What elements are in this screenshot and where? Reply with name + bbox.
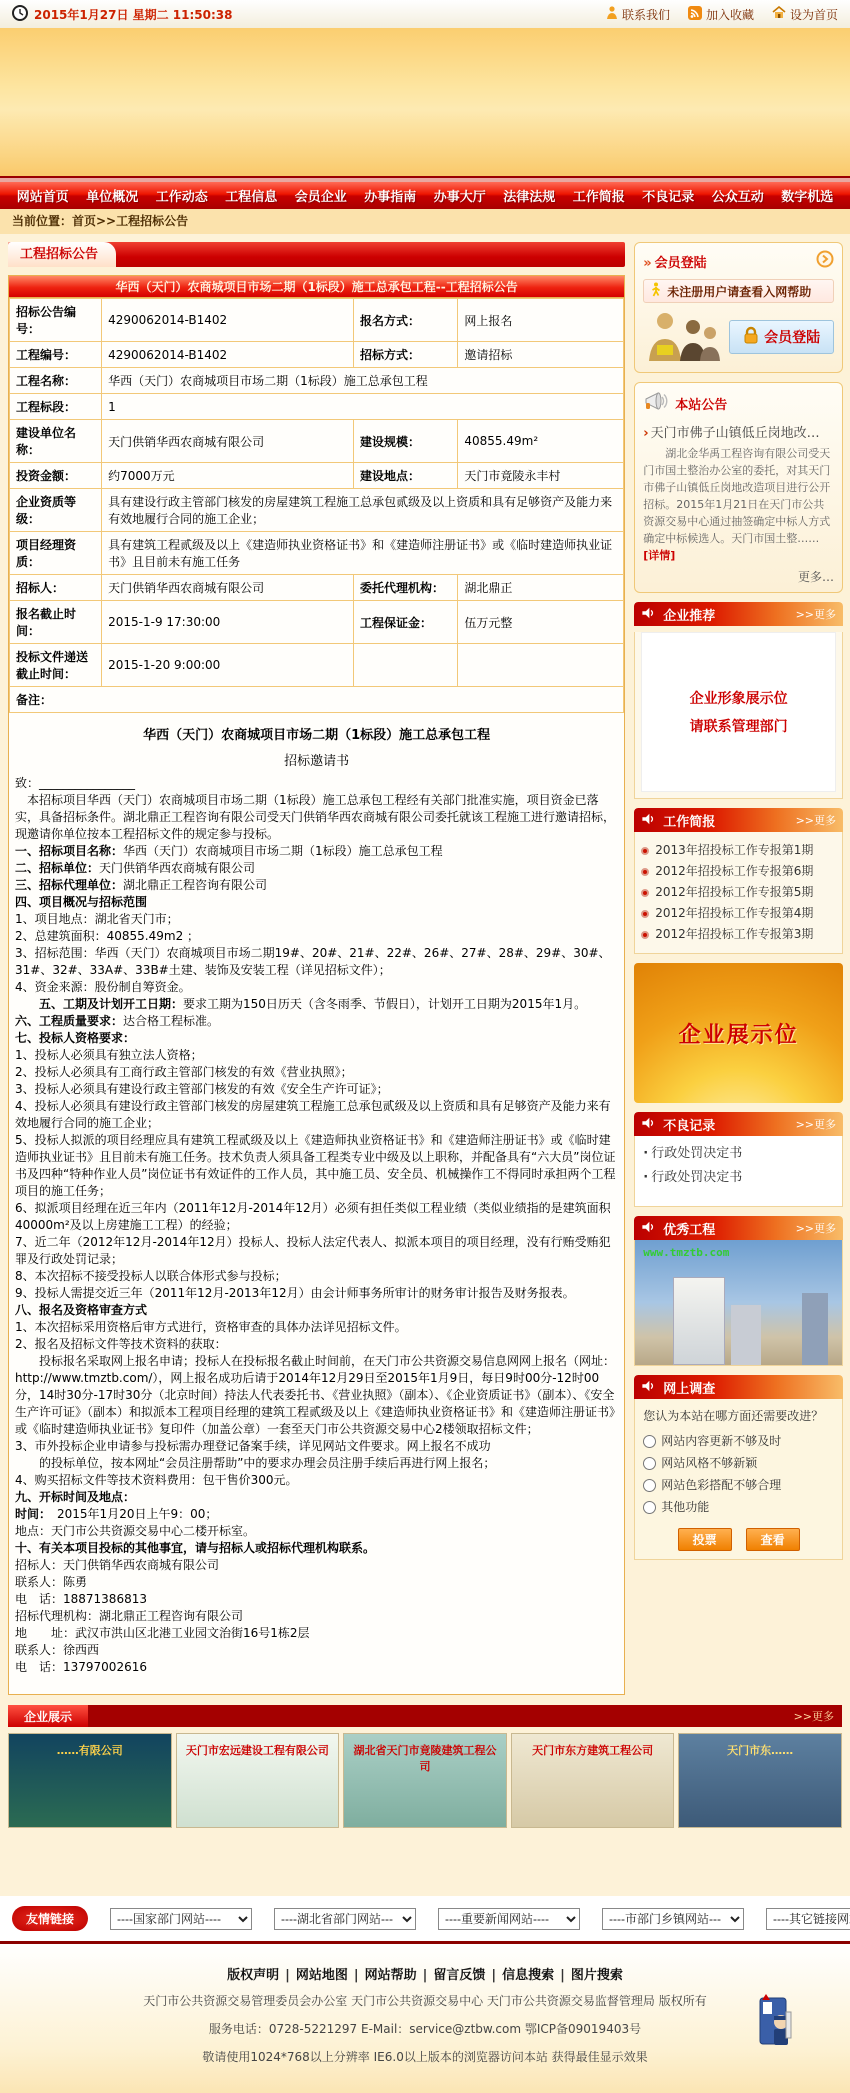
friendly-links-select-2[interactable] (438, 1908, 580, 1930)
work-report-section (634, 808, 843, 954)
nav-item-9[interactable]: 不良记录 (642, 190, 695, 205)
table-row (10, 420, 624, 463)
showcase-image-2[interactable] (343, 1733, 507, 1828)
bullet-icon (641, 889, 649, 897)
notice-paragraph: 九、开标时间及地点： (15, 1490, 136, 1504)
table-row (10, 299, 624, 342)
member-login-box (634, 242, 843, 373)
footer-links (0, 1964, 850, 1983)
notice-paragraph: 3、市外投标企业申请参与投标需办理登记备案手续，详见网站文件要求。网上报名不成功 (15, 1439, 491, 1453)
notice-paragraph: 地 址：武汉市洪山区北港工业园文治街16号1栋2层 (15, 1626, 310, 1640)
notice-paragraph: 的投标单位，按本网址“会员注册帮助”中的要求办理会员注册手续后再进行网上报名； (15, 1456, 496, 1470)
cell-label: 招标方式： (353, 342, 457, 368)
nav-item-10[interactable]: 公众互动 (711, 190, 764, 205)
survey-option-label: 网站内容更新不够及时 (661, 1434, 782, 1448)
notice-paragraph: 本招标项目华西（天门）农商城项目市场二期（1标段）施工总承包工程经有关部门批准实施，项目资金已落实，具备招标条件。湖北鼎正工程咨询有限公司受天门供销华西农商城有限公司委托就该工程施工进行邀请招标，现邀请你单位按本工程招标文件的规定参与投标。 (15, 793, 616, 841)
cell-value: 邀请招标 (458, 342, 624, 368)
main-area (0, 234, 850, 1705)
footer-browser-note: 敬请使用1024*768以上分辨率 IE6.0以上版本的浏览器访问本站 获得最佳显示效果 (202, 2050, 648, 2064)
notice-paragraph: 四、项目概况与招标范围 (15, 895, 148, 909)
online-survey-section (634, 1375, 843, 1560)
detail-link[interactable]: [详情] (643, 549, 676, 562)
cell-label: 企业资质等级： (10, 489, 102, 532)
table-row (10, 342, 624, 368)
bad-record-item-0[interactable]: · 行政处罚决定书 (643, 1142, 834, 1166)
site-notice-box (634, 382, 843, 593)
nav-item-6[interactable]: 办事大厅 (433, 190, 486, 205)
nav-item-2[interactable]: 工作动态 (155, 190, 208, 205)
page-footer (0, 1941, 850, 2093)
notice-item-link[interactable]: › 天门市佛子山镇低丘岗地改… (643, 426, 820, 441)
enterprise-banner[interactable] (634, 963, 843, 1103)
paragraph-label: 时间： (15, 1507, 46, 1521)
survey-radio-3[interactable] (643, 1501, 656, 1514)
footer-contact: 服务电话：0728-5221297 E-Mail：service@ztbw.com 鄂ICP备09019403号 (208, 2022, 642, 2036)
cell-value: 4290062014-B1402 (102, 342, 354, 368)
walking-person-icon (650, 282, 662, 300)
footer-link-separator: | (353, 1968, 359, 1983)
nav-item-0[interactable]: 网站首页 (16, 190, 69, 205)
register-help-link[interactable]: 未注册用户请查看入网帮助 (643, 279, 834, 303)
survey-question: 您认为本站在哪方面还需要改进？ (643, 1409, 824, 1423)
section-title: 不良记录 (663, 1118, 716, 1134)
cell-label: 备注： (10, 687, 624, 713)
cell-label: 建设规模： (353, 420, 457, 463)
bad-record-item-1[interactable]: · 行政处罚决定书 (643, 1166, 834, 1190)
section-title: 工作简报 (663, 814, 716, 830)
cell-value: 天门供销华西农商城有限公司 (102, 420, 354, 463)
footer-link-4[interactable]: 信息搜索 (502, 1968, 555, 1983)
speaker-icon (641, 811, 656, 830)
footer-copyright: 天门市公共资源交易管理委员会办公室 天门市公共资源交易中心 天门市公共资源交易监督管理局 版权所有 (143, 1994, 707, 2008)
cell-label: 投标文件递送截止时间： (10, 644, 102, 687)
announcement-info-table (9, 298, 624, 713)
notice-paragraph: 电 话：13797002616 (15, 1660, 147, 1674)
arrow-icon: › (643, 426, 649, 441)
paragraph-label: 六、工程质量要求： (15, 1014, 124, 1028)
cell-label: 投资金额： (10, 463, 102, 489)
notice-paragraph: 时间： 2015年1月20日上午9：00； (15, 1507, 218, 1521)
notice-paragraph: 招标代理机构：湖北鼎正工程咨询有限公司 (15, 1609, 244, 1623)
showcase-image-4[interactable] (678, 1733, 842, 1828)
notice-paragraph: 3、投标人必须具有建设行政主管部门核发的有效《安全生产许可证》； (15, 1082, 389, 1096)
section-title: 网上调查 (663, 1381, 716, 1397)
cell-label: 委托代理机构： (353, 575, 457, 601)
nav-item-7[interactable]: 法律法规 (503, 190, 556, 205)
notice-paragraph: 4、购买招标文件等技术资料费用：包干售价300元。 (15, 1473, 298, 1487)
arrow-circle-icon[interactable] (816, 250, 834, 272)
notice-body (9, 713, 624, 1694)
site-banner (0, 28, 850, 176)
add-favorite-link[interactable]: 加入收藏 (688, 6, 754, 23)
bottom-showcase-tab[interactable]: 企业展示 (8, 1705, 88, 1727)
work-report-item-2[interactable]: 2012年招投标工作专报第5期 (641, 882, 836, 903)
enterprise-recommend-more-link[interactable]: >>更多 (795, 608, 836, 621)
announcement-box (8, 275, 625, 1695)
paragraph-label: 二、招标单位： (15, 861, 100, 875)
paragraph-label: 五、工期及计划开工日期： (15, 997, 184, 1011)
bottom-showcase-section (0, 1705, 850, 1838)
survey-option-2[interactable] (643, 1474, 834, 1496)
survey-radio-0[interactable] (643, 1435, 656, 1448)
bullet-icon (641, 931, 649, 939)
bullet-icon (641, 847, 649, 855)
notice-paragraph: 1、本次招标采用资格后审方式进行，资格审查的具体办法详见招标文件。 (15, 1320, 407, 1334)
showcase-caption: ……有限公司 (56, 1744, 123, 1757)
notice-paragraph: 4、投标人必须具有建设行政主管部门核发的房屋建筑工程施工总承包贰级及以上资质和具有足够资产及能力来有效地履行合同的施工企业； (15, 1099, 611, 1130)
table-row (10, 575, 624, 601)
notice-paragraph: 致：________________ (15, 776, 136, 790)
building-shape (802, 1293, 828, 1365)
table-row (10, 368, 624, 394)
work-report-more-link[interactable]: >>更多 (795, 814, 836, 827)
megaphone-icon (643, 390, 669, 416)
info-table-body (10, 299, 624, 713)
notice-paragraph: 1、投标人必须具有独立法人资格； (15, 1048, 203, 1062)
survey-option-label: 网站色彩搭配不够合理 (661, 1478, 782, 1492)
notice-paragraph: 投标报名采取网上报名申请；投标人在投标报名截止时间前，在天门市公共资源交易信息网网上报名（网址：http://www.tmztb.com/），网上报名成功后请于2014年12月29日至2015年1月9日，每日9时00分-12时00分，14时30分-17时30分（北京时间）持法人代表委托书、《营业执照》（副本）、《企业资质证书》（副本）、《安全生产许可证》（副本）和拟派本工程项目经理的建筑工程贰级及以上《建造师执业资格证书》和《建造师注册证书》或《临时建造师执业证书》复印件（加盖公章）一套至天门市公共资源交易中心2楼领取招标文件； (15, 1354, 616, 1436)
cell-label: 招标公告编号： (10, 299, 102, 342)
announcement-title: 华西（天门）农商城项目市场二期（1标段）施工总承包工程--工程招标公告 (9, 276, 624, 298)
notice-paragraph: 9、投标人需提交近三年（2011年12月-2013年12月）由会计师事务所审计的财务审计报告及财务报表。 (15, 1286, 575, 1300)
building-shape (731, 1305, 761, 1365)
notice-paragraph: 五、工期及计划开工日期：要求工期为150日历天（含冬雨季、节假日），计划开工日期为2015年1月。 (15, 997, 587, 1011)
spacer (0, 1838, 850, 1896)
cell-label (353, 644, 457, 687)
notice-item-summary: 湖北金华禹工程咨询有限公司受天门市国土整治办公室的委托，对其天门市佛子山镇低丘岗地改造项目进行公开招标。2015年1月21日在天门市公共资源交易中心通过抽签确定中标人方式确定中标候选人。天门市国土整……[详情] (643, 447, 831, 562)
tab-project-announcement[interactable]: 工程招标公告 (8, 242, 116, 267)
cell-value: 天门市竟陵永丰村 (458, 463, 624, 489)
tab-strip (8, 242, 625, 267)
showcase-caption: 湖北省天门市竟陵建筑工程公司 (353, 1744, 497, 1773)
table-row (10, 489, 624, 532)
notice-paragraph: 地点：天门市公共资源交易中心二楼开标室。 (15, 1524, 256, 1538)
cell-value: 2015-1-20 9:00:00 (102, 644, 354, 687)
excellent-projects-section (634, 1216, 843, 1366)
cell-label: 项目经理资质： (10, 532, 102, 575)
footer-link-separator: | (285, 1968, 290, 1983)
section-title: 企业推荐 (663, 608, 716, 624)
cell-label: 建设地点： (353, 463, 457, 489)
view-results-button[interactable]: 查看 (746, 1528, 800, 1551)
notice-paragraph: 2、报名及招标文件等技术资料的获取： (15, 1337, 227, 1351)
work-report-list (635, 832, 842, 953)
cell-value: 网上报名 (458, 299, 624, 342)
notice-paragraph: 1、项目地点：湖北省天门市； (15, 912, 179, 926)
section-title: 优秀工程 (663, 1222, 716, 1238)
notice-paragraph: 十、有关本项目投标的其他事宜，请与招标人或招标代理机构联系。 (15, 1541, 376, 1555)
table-row (10, 532, 624, 575)
footer-link-separator: | (491, 1968, 497, 1983)
work-report-item-3[interactable]: 2012年招投标工作专报第4期 (641, 903, 836, 924)
survey-options (643, 1430, 834, 1518)
cell-value: 2015-1-9 17:30:00 (102, 601, 354, 644)
rss-icon (688, 6, 702, 23)
cell-value: 40855.49m² (458, 420, 624, 463)
showcase-caption: 天门市东方建筑工程公司 (532, 1744, 654, 1757)
cell-value: 湖北鼎正 (458, 575, 624, 601)
notice-paragraph: 联系人：陈勇 (15, 1575, 88, 1589)
cell-value: 天门供销华西农商城有限公司 (102, 575, 354, 601)
building-shape (673, 1277, 725, 1365)
left-column (8, 242, 625, 1695)
bad-records-section (634, 1112, 843, 1207)
notice-paragraph: 5、投标人拟派的项目经理应具有建筑工程贰级及以上《建造师执业资格证书》和《建造师注册证书》或《临时建造师执业证书》且目前未有施工任务。技术负责人须具备工程类专业中级及以上职称，并配备具有“六大员”岗位证书及四种“特种作业人员”岗位证书有效证件的工作人员，其中施工员、安全员、机械操作工不得同时承担两个工程项目的施工任务； (15, 1133, 616, 1198)
friendly-links-select-0[interactable] (110, 1908, 252, 1930)
contact-us-link[interactable]: 联系我们 (606, 6, 670, 23)
friendly-links-bar (0, 1896, 850, 1941)
notice-paragraph: 三、招标代理单位：湖北鼎正工程咨询有限公司 (15, 878, 268, 892)
excellent-project-photo[interactable] (635, 1240, 842, 1365)
work-report-item-4[interactable]: 2012年招投标工作专报第3期 (641, 924, 836, 945)
showcase-carousel (8, 1727, 842, 1830)
footer-link-3[interactable]: 留言反馈 (433, 1968, 486, 1983)
friendly-links-select-1[interactable] (274, 1908, 416, 1930)
home-icon (772, 6, 786, 22)
vote-button[interactable]: 投票 (678, 1528, 732, 1551)
cell-value (458, 644, 624, 687)
paragraph-label: 一、招标项目名称： (15, 844, 124, 858)
friendly-links-select-3[interactable] (602, 1908, 744, 1930)
showcase-caption: 天门市宏远建设工程有限公司 (185, 1744, 329, 1757)
footer-link-0[interactable]: 版权声明 (227, 1968, 280, 1983)
chevrons-icon: » (643, 255, 652, 271)
notice-paragraph: 2、总建筑面积：40855.49m2 ； (15, 929, 200, 943)
nav-item-1[interactable]: 单位概况 (86, 190, 139, 205)
footer-link-5[interactable]: 图片搜索 (570, 1968, 623, 1983)
nav-item-8[interactable]: 工作简报 (572, 190, 625, 205)
showcase-caption: 天门市东…… (727, 1744, 794, 1757)
notice-paragraph: 八、报名及资格审查方式 (15, 1303, 148, 1317)
table-row (10, 687, 624, 713)
cell-value: 具有建筑工程贰级及以上《建造师执业资格证书》和《建造师注册证书》或《临时建造师执业证书》且目前未有施工任务 (102, 532, 624, 575)
enterprise-showcase-placeholder: 企业形象展示位 请联系管理部门 (641, 632, 836, 792)
friendly-links-label: 友情链接 (12, 1906, 88, 1931)
notice-paragraph: 电 话：18871386813 (15, 1592, 147, 1606)
bad-records-more-link[interactable]: >>更多 (795, 1118, 836, 1131)
notice-paragraph: 一、招标项目名称：华西（天门）农商城项目市场二期（1标段）施工总承包工程 (15, 844, 443, 858)
nav-item-4[interactable]: 会员企业 (294, 190, 347, 205)
paragraph-label: 三、招标代理单位： (15, 878, 124, 892)
footer-link-2[interactable]: 网站帮助 (364, 1968, 417, 1983)
members-illustration (643, 309, 723, 365)
survey-option-1[interactable] (643, 1452, 834, 1474)
cell-label: 招标人： (10, 575, 102, 601)
footer-link-separator: | (560, 1968, 565, 1983)
bad-records-list (635, 1136, 842, 1206)
cell-label: 报名截止时间： (10, 601, 102, 644)
cell-label: 报名方式： (353, 299, 457, 342)
cell-value: 4290062014-B1402 (102, 299, 354, 342)
cell-value: 具有建设行政主管部门核发的房屋建筑工程施工总承包贰级及以上资质和具有足够资产及能力来有效地履行合同的施工企业； (102, 489, 624, 532)
notice-paragraph: 8、本次招标不接受投标人以联合体形式参与投标； (15, 1269, 287, 1283)
notice-paragraph: 华西（天门）农商城项目市场二期（1标段）施工总承包工程 (143, 728, 491, 743)
table-row (10, 601, 624, 644)
enterprise-banner-text: 企业展示位 (678, 1022, 799, 1048)
member-login-button[interactable]: 会员登陆 (729, 320, 834, 354)
survey-option-label: 其他功能 (661, 1500, 710, 1514)
notice-paragraph: 六、工程质量要求：达合格工程标准。 (15, 1014, 220, 1028)
person-icon (606, 6, 618, 23)
table-row (10, 394, 624, 420)
speaker-icon (641, 1378, 656, 1397)
showcase-image-0[interactable] (8, 1733, 172, 1828)
survey-option-label: 网站风格不够新颖 (661, 1456, 758, 1470)
bullet-icon (641, 910, 649, 918)
footer-link-1[interactable]: 网站地图 (295, 1968, 348, 1983)
table-row (10, 644, 624, 687)
notice-paragraph: 联系人：徐西西 (15, 1643, 100, 1657)
nav-item-11[interactable]: 数字机选 (781, 190, 834, 205)
notice-paragraph: 2、投标人必须具有工商行政主管部门核发的有效《营业执照》； (15, 1065, 353, 1079)
cell-label: 工程保证金： (353, 601, 457, 644)
speaker-icon (641, 1115, 656, 1134)
set-homepage-link[interactable]: 设为首页 (772, 6, 838, 23)
excellent-projects-more-link[interactable]: >>更多 (795, 1222, 836, 1235)
friendly-links-selects (110, 1908, 850, 1930)
member-login-title: » 会员登陆 (643, 255, 707, 271)
work-report-item-1[interactable]: 2012年招投标工作专报第6期 (641, 861, 836, 882)
speaker-icon (641, 1219, 656, 1238)
datetime-text: 2015年1月27日 星期二 11:50:38 (34, 7, 233, 22)
bottom-showcase-more-link[interactable]: >>更多 (793, 1710, 834, 1723)
cell-label: 工程编号： (10, 342, 102, 368)
right-column (634, 242, 843, 1560)
top-bar (0, 0, 850, 28)
notice-paragraph: 招标人：天门供销华西农商城有限公司 (15, 1558, 220, 1572)
cell-value: 伍万元整 (458, 601, 624, 644)
speaker-icon (641, 605, 656, 624)
main-nav (0, 182, 850, 209)
notice-paragraph: 4、资金来源：股份制自筹资金。 (15, 980, 191, 994)
survey-radio-2[interactable] (643, 1479, 656, 1492)
table-row (10, 463, 624, 489)
cell-value: 约7000万元 (102, 463, 354, 489)
lock-icon (743, 326, 759, 348)
nav-item-5[interactable]: 办事指南 (364, 190, 417, 205)
friendly-links-select-4[interactable] (766, 1908, 850, 1930)
notice-paragraph: 6、拟派项目经理在近三年内（2011年12月-2014年12月）必须有担任类似工程业绩（类似业绩指的是建筑面积40000m²及以上房建施工工程）的经验； (15, 1201, 611, 1232)
survey-option-0[interactable] (643, 1430, 834, 1452)
breadcrumb: 当前位置：首页>>工程招标公告 (0, 209, 850, 234)
nav-item-3[interactable]: 工程信息 (225, 190, 278, 205)
survey-radio-1[interactable] (643, 1457, 656, 1470)
clock-icon (12, 5, 28, 24)
notice-more-link[interactable]: 更多… (797, 570, 834, 584)
survey-option-3[interactable] (643, 1496, 834, 1518)
notice-paragraph: 招标邀请书 (284, 754, 350, 769)
notice-paragraph: 7、近二年（2012年12月-2014年12月）投标人、投标人法定代表人、拟派本项目的项目经理，没有行贿受贿犯罪及行政处罚记录； (15, 1235, 611, 1266)
showcase-image-1[interactable] (176, 1733, 340, 1828)
cell-value: 华西（天门）农商城项目市场二期（1标段）施工总承包工程 (102, 368, 624, 394)
site-notice-title: 本站公告 (675, 397, 728, 413)
cell-label: 工程名称： (10, 368, 102, 394)
photo-watermark: www.tmztb.com (643, 1246, 730, 1259)
notice-paragraph: 七、投标人资格要求： (15, 1031, 136, 1045)
notice-paragraph: 二、招标单位：天门供销华西农商城有限公司 (15, 861, 256, 875)
enterprise-recommend-section (634, 602, 843, 799)
cell-value: 1 (102, 394, 624, 420)
bullet-icon (641, 868, 649, 876)
work-report-item-0[interactable]: 2013年招投标工作专报第1期 (641, 840, 836, 861)
cell-label: 建设单位名称： (10, 420, 102, 463)
cell-label: 工程标段： (10, 394, 102, 420)
footer-link-separator: | (422, 1968, 428, 1983)
notice-paragraph: 3、招标范围：华西（天门）农商城项目市场二期19#、20#、21#、22#、26#、27#、28#、29#、30#、31#、32#、33A#、33B#土建、装饰及安装工程（详见招标文件）； (15, 946, 611, 977)
police-mascot-icon[interactable] (754, 1992, 798, 2054)
showcase-image-3[interactable] (511, 1733, 675, 1828)
